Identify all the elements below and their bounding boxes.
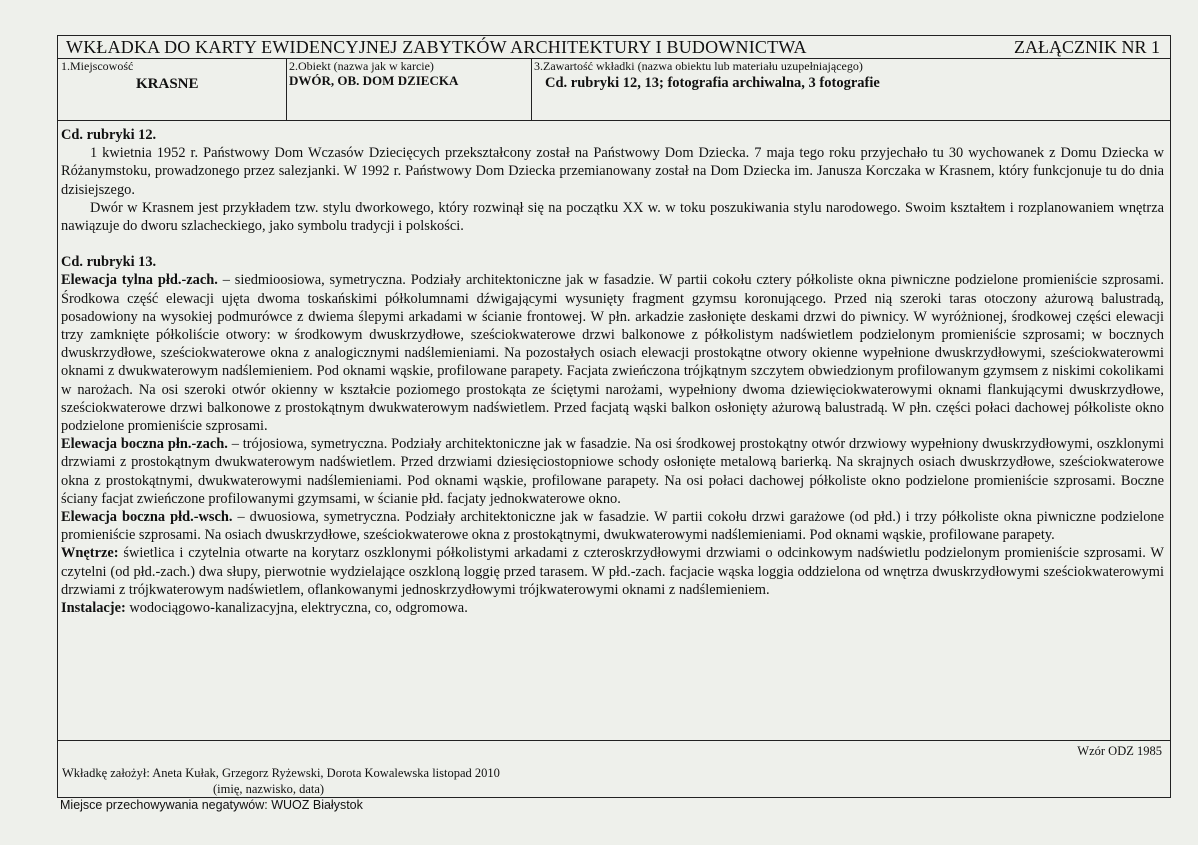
attachment-number: ZAŁĄCZNIK NR 1 xyxy=(1014,37,1160,57)
section-13-heading: Cd. rubryki 13. xyxy=(61,254,157,271)
document-body xyxy=(61,126,1164,617)
interior-text: świetlica i czytelnia otwarte na korytarz oszklonymi półkolistymi arkadami z czteroskrzydłowymi drzwiami o odcinkowym nadświetlu podzielonym promieniście szprosami. W czytelni (od płd.-zach.) dwa słupy, pierwotnie wydzielające oszkloną loggię przed tarasem. W płd.-zach. facjacie wąska loggia oddzielona od wnętrza dwuskrzydłowymi sześciokwaterowymi drzwiami z trójkwaterowym nadświetlem, oflankowanymi jednoskrzydłowymi trójkwaterowymi oknami z nadślemieniem. xyxy=(61,545,1164,598)
installations-lead: Instalacje: xyxy=(61,600,126,617)
author-line: Wkładkę założył: Aneta Kułak, Grzegorz Ryżewski, Dorota Kowalewska listopad 2010 xyxy=(62,766,500,780)
nw-elevation-text: – trójosiowa, symetryczna. Podziały architektoniczne jak w fasadzie. Na osi środkowej prostokątny otwór drzwiowy wypełniony dwuskrzydłowymi, oszklonymi drzwiami z prostokątnym dwukwaterowym nadświetlem. Przed drzwiami dziesięciostopniowe schody osłonięte metalową barierką. Na skrajnych osiach dwuskrzydłowe, sześciokwaterowe okna z prostokątnymi, dwukwaterowymi nadślemieniami. Pod oknami wąskie, profilowane parapety. Na osi połaci dachowej półkoliste okno podzielone promieniście szprosami. Boczne ściany facjat zwieńczone profilowanymi gzymsami, w ścianie płd. facjaty jednokwaterowe okno. xyxy=(61,436,1165,507)
footer-box xyxy=(58,740,1170,797)
negatives-location: Miejsce przechowywania negatywów: WUOZ Białystok xyxy=(60,798,363,812)
object-label: 2.Obiekt (nazwa jak w karcie) xyxy=(289,59,434,73)
document-title: WKŁADKA DO KARTY EWIDENCYJNEJ ZABYTKÓW ARCHITEKTURY I BUDOWNICTWA xyxy=(66,37,807,57)
rear-elevation-lead: Elewacja tylna płd.-zach. xyxy=(61,272,218,289)
se-elevation-text: – dwuosiowa, symetryczna. Podziały architektoniczne jak w fasadzie. W partii cokołu drzwi garażowe (od płd.) i trzy półkoliste okna piwniczne podzielone promieniście szprosami. Na osiach dwuskrzydłowe, sześciokwaterowe okna z prostokątnymi, dwukwaterowymi nadślemieniami. Pod oknami wąskie, profilowane parapety. xyxy=(61,509,1164,544)
se-elevation-paragraph xyxy=(61,508,1164,544)
rear-elevation-text: – siedmioosiowa, symetryczna. Podziały architektoniczne jak w fasadzie. W partii cokołu cztery półkoliste okna piwniczne podzielone promieniście szprosami. Środkowa część elewacji ujęta dwoma toskańskimi półkolumnami dźwigającymi wysunięty fragment gzymsu koronującego. Przed nią szeroki taras otoczony ażurową balustradą, posadowiony na wysokiej podmurówce z dwiema ślepymi arkadami w ścianie frontowej. W płn. arkadzie zasłonięte deskami drzwi do piwnicy. W wyróżnionej, środkowej części elewacji trzy zamknięte półkoliście otwory: w środkowym dwuskrzydłowe, sześciokwaterowe drzwi balkonowe z półkolistym nadświetlem podzielonym promieniście szprosami; w bocznych dwuskrzydłowe, sześciokwaterowe okna z analogicznymi nadślemieniami. Na pozostałych osiach elewacji prostokątne otwory okienne wypełnione dwuskrzydłowymi, sześciokwaterowmi oknami z dwukwaterowym nadślemieniem. Pod oknami wąskie, profilowane parapety. Facjata zwieńczona trójkątnym szczytem obwiedzionym profilowanym gzymsem z niskimi cokolikami w narożach. Na osi szeroki otwór okienny w kształcie poziomego prostokąta ze ściętymi narożami, wypełniony dwoma dziewięciokwaterowymi oknami flankującymi dwuskrzydłowe, sześciokwaterowe drzwi balkonowe z prostokątnym dwukwaterowym nadświetlem. Przed facjatą wąski balkon osłonięty ażurową balustradą. W płn. części połaci dachowej półkoliste okno podzielone promieniście szprosami. xyxy=(61,272,1164,435)
se-elevation-lead: Elewacja boczna płd.-wsch. xyxy=(61,509,233,526)
rear-elevation-paragraph xyxy=(61,271,1164,435)
template-label: Wzór ODZ 1985 xyxy=(1077,744,1162,758)
object-value: DWÓR, OB. DOM DZIECKA xyxy=(289,73,459,88)
content-cell xyxy=(531,58,1170,120)
author-subcaption: (imię, nazwisko, data) xyxy=(213,782,325,796)
section-12-paragraph-1: 1 kwietnia 1952 r. Państwowy Dom Wczasów Dziecięcych przekształcony został na Państwowy Dom Dziecka. 7 maja tego roku przyjechało tu 30 wychowanek z Domu Dziecka w Różanymstoku, prowadzonego przez salezjanki. W 1992 r. Państwowy Dom Dziecka przemianowany został na Dom Dziecka im. Janusza Korczaka w Krasnem, który funkcjonuje tu do dnia dzisiejszego. xyxy=(61,145,1164,198)
installations-paragraph xyxy=(61,599,1164,617)
interior-paragraph xyxy=(61,544,1164,599)
record-sheet xyxy=(57,35,1171,798)
section-12-heading: Cd. rubryki 12. xyxy=(61,127,157,143)
location-label: 1.Miejscowość xyxy=(61,59,134,73)
fields-row xyxy=(58,58,1170,121)
installations-text: wodociągowo-kanalizacyjna, elektryczna, co, odgromowa. xyxy=(125,600,468,617)
section-12-paragraph-2: Dwór w Krasnem jest przykładem tzw. stylu dworkowego, który rozwinął się na początku XX w. w toku poszukiwania stylu narodowego. Swoim kształtem i rozplanowaniem wnętrza nawiązuje do dworu szlacheckiego, jako symbolu tradycji i polskości. xyxy=(61,199,1164,235)
interior-lead: Wnętrze: xyxy=(61,545,119,562)
header-row xyxy=(58,36,1170,59)
content-value: Cd. rubryki 12, 13; fotografia archiwalna, 3 fotografie xyxy=(545,75,880,91)
object-cell xyxy=(286,58,532,120)
location-value: KRASNE xyxy=(136,76,199,92)
nw-elevation-lead: Elewacja boczna płn.-zach. xyxy=(61,436,228,453)
content-label: 3.Zawartość wkładki (nazwa obiektu lub materiału uzupełniającego) xyxy=(534,59,863,73)
location-cell xyxy=(58,58,287,120)
nw-elevation-paragraph xyxy=(61,435,1164,508)
